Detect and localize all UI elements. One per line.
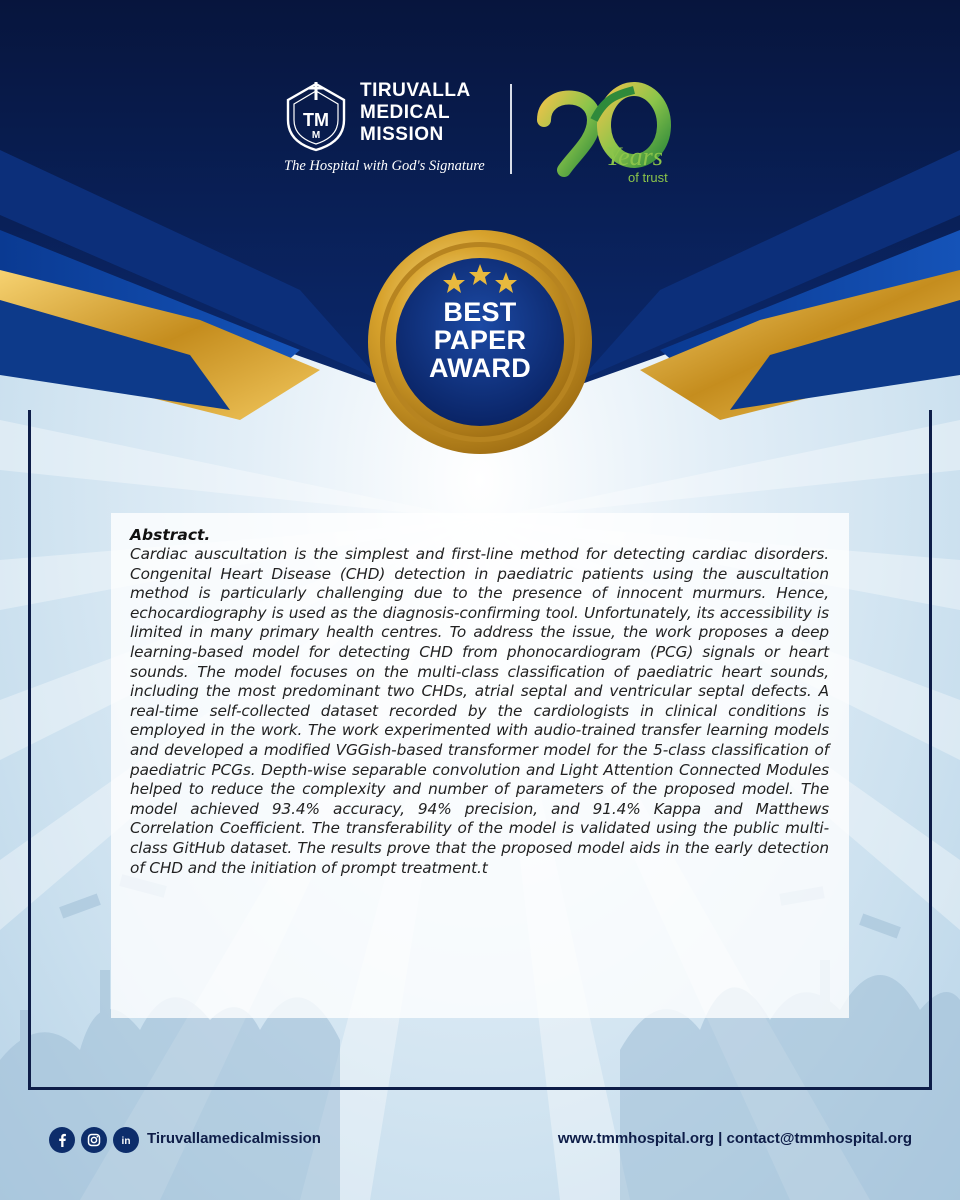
medal-line-2: PAPER [433,325,527,355]
brand-line-2: MEDICAL [360,102,451,123]
header [280,70,700,190]
medal-line-1: BEST [443,297,517,327]
header-divider [510,84,512,174]
social-handle[interactable]: Tiruvallamedicalmission [147,1130,321,1147]
tagline: The Hospital with God's Signature [284,158,485,174]
tmm-emblem-icon [280,80,352,152]
medal-title [386,298,574,382]
facebook-icon[interactable] [49,1127,75,1153]
linkedin-icon[interactable] [113,1127,139,1153]
contact-info[interactable]: www.tmmhospital.org | contact@tmmhospital.org [557,1130,912,1147]
brand-line-1: TIRUVALLA [360,80,471,101]
instagram-icon[interactable] [81,1127,107,1153]
svg-text:M: M [311,130,321,141]
abstract-heading: Abstract. [130,526,211,544]
abstract-body: Cardiac auscultation is the simplest and first-line method for detecting cardiac disorders. Congenital Heart Disease (CHD) detection in paediatric patients using the auscultation method is particularly challenging due to the presence of innocent murmurs. Hence, echocardiography is used as the diagnosis-confirming tool. Unfortunately, its accessibility is limited in many primary health centres. To address the issue, the work proposes a deep learning-based model for detecting CHD from phonocardiogram (PCG) signals or heart sounds. The model focuses on the multi-class classification of paediatric heart sounds, including the most predominant two CHDs, atrial septal and ventricular septal defects. A real-time self-collected dataset recorded by the cardiologists in clinical conditions is employed in the work. The work experimented with audio-trained transfer learning models and developed a modified VGGish-based transformer model for the 5-class classification of paediatric PCGs. Depth-wise separable convolution and Light Attention Connected Modules helped to reduce the complexity and number of parameters of the proposed model. The model achieved 93.4% accuracy, 94% precision, and 91.4% Kappa and Matthews Correlation Coefficient. The transferability of the model is validated using the public multi-class GitHub dataset. The results prove that the proposed model aids in the early detection of CHD and the initiation of prompt treatment.t [130,545,829,877]
anniversary-trust-text: of trust [628,170,668,185]
abstract-panel [111,513,849,1018]
brand-line-3: MISSION [360,124,444,145]
brand-name [360,80,510,146]
medal-line-3: AWARD [429,353,531,383]
svg-text:in: in [121,1136,131,1147]
svg-text:TM: TM [303,110,329,130]
social-links [49,1126,139,1154]
anniversary-years-text: Years [606,142,663,171]
